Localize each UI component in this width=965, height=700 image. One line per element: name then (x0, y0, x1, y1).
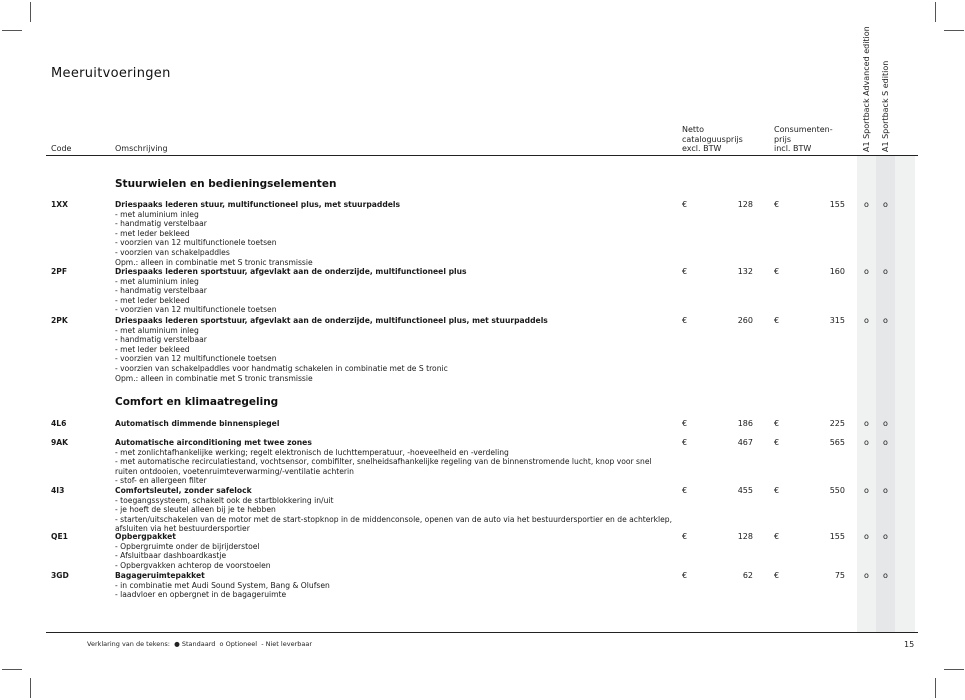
crop-mark (2, 669, 22, 670)
legend-not-available: - Niet leverbaar (261, 640, 312, 648)
model-1-availability: o (864, 267, 869, 276)
extra-column-band (895, 156, 915, 632)
crop-mark (935, 678, 936, 698)
consumer-price: 160 (829, 267, 845, 276)
net-price-currency: € (682, 419, 688, 428)
net-price: 186 (737, 419, 753, 428)
option-detail-line: - voorzien van schakelpaddles (115, 247, 230, 257)
option-code: 3GD (51, 571, 69, 580)
net-price: 128 (737, 532, 753, 541)
option-detail-line: - voorzien van 12 multifunctionele toetsen (115, 305, 277, 315)
option-detail-line: - handmatig verstelbaar (115, 286, 207, 296)
option-code: 4I3 (51, 486, 65, 495)
model-2-availability: o (883, 267, 888, 276)
section-title: Stuurwielen en bedieningselementen (115, 178, 337, 190)
page-title: Meeruitvoeringen (51, 66, 171, 81)
option-detail-line: - met automatische recirculatiestand, vochtsensor, combifilter, snelheidsafhankelijke regeling van de binnenstromende lucht, knop voor snel ruiten ontdooien, voetenruimteverwarming/-ventilatie achterin (115, 457, 652, 476)
option-description (115, 419, 675, 429)
option-detail-line: - Opbergruimte onder de bijrijderstoel (115, 541, 260, 551)
model-1-availability: o (864, 532, 869, 541)
option-code: 4L6 (51, 419, 67, 428)
option-code: 2PF (51, 267, 68, 276)
net-price-currency: € (682, 571, 688, 580)
header-model-1: A1 Sportback Advanced edition (862, 26, 871, 152)
model-2-availability: o (883, 486, 888, 495)
page-number: 15 (904, 640, 915, 649)
option-code: 2PK (51, 316, 68, 325)
net-price: 260 (737, 316, 753, 325)
option-name: Driespaaks lederen sportstuur, afgevlakt aan de onderzijde, multifunctioneel plus (115, 267, 467, 276)
option-description (115, 532, 675, 570)
header-model-2: A1 Sportback S edition (881, 60, 890, 152)
net-price-currency: € (682, 438, 688, 447)
option-description (115, 316, 675, 383)
option-detail-line: - Opbergvakken achterop de voorstoelen (115, 560, 271, 570)
option-detail-line: - met aluminium inleg (115, 209, 199, 219)
header-description: Omschrijving (115, 144, 168, 153)
model-2-column-band (876, 156, 895, 632)
net-price-currency: € (682, 267, 688, 276)
consumer-price-currency: € (774, 571, 780, 580)
header-net-price-line: cataloguusprijs (682, 134, 743, 144)
option-detail-line: - met leder bekleed (115, 344, 190, 354)
header-consumer-price-line: incl. BTW (774, 144, 812, 153)
legend-optional: o Optioneel (219, 640, 258, 648)
header-consumer-price-line: Consumenten- (774, 125, 833, 134)
option-name: Driespaaks lederen stuur, multifunctioneel plus, met stuurpaddels (115, 200, 401, 209)
option-detail-line: Opm.: alleen in combinatie met S tronic transmissie (115, 373, 313, 383)
header-rule (46, 155, 918, 156)
net-price: 128 (737, 200, 753, 209)
option-detail-line: - met leder bekleed (115, 295, 190, 305)
consumer-price-currency: € (774, 316, 780, 325)
consumer-price-currency: € (774, 532, 780, 541)
option-detail-line: - starten/uitschakelen van de motor met de start-stopknop in de middenconsole, openen van de auto via het bestuurdersportier en de achterklep, afsluiten via het bestuurdersportier (115, 514, 672, 534)
consumer-price-currency: € (774, 486, 780, 495)
option-description (115, 267, 675, 315)
option-detail-line: - laadvloer en opbergnet in de bagageruimte (115, 590, 287, 600)
model-1-availability: o (864, 438, 869, 447)
option-description (115, 486, 675, 534)
option-detail-line: - met leder bekleed (115, 228, 190, 238)
option-code: 1XX (51, 200, 68, 209)
model-2-availability: o (883, 200, 888, 209)
option-detail-line: - toegangssysteem, schakelt ook de startblokkering in/uit (115, 495, 334, 505)
crop-mark (944, 30, 964, 31)
crop-mark (2, 30, 22, 31)
option-detail-line: - voorzien van 12 multifunctionele toetsen (115, 354, 277, 364)
consumer-price-currency: € (774, 200, 780, 209)
net-price: 467 (737, 438, 753, 447)
legend-label: Verklaring van de tekens: (87, 640, 170, 648)
net-price-currency: € (682, 200, 688, 209)
consumer-price-currency: € (774, 419, 780, 428)
header-net-price-line: Netto (682, 125, 705, 134)
footer-rule (46, 632, 918, 633)
option-detail-line: - voorzien van schakelpaddles voor handmatig schakelen in combinatie met de S tronic (115, 363, 448, 373)
net-price: 132 (737, 267, 753, 276)
option-detail-line: Opm.: alleen in combinatie met S tronic transmissie (115, 257, 313, 267)
consumer-price: 155 (829, 532, 845, 541)
crop-mark (935, 2, 936, 22)
model-2-availability: o (883, 532, 888, 541)
section-title: Comfort en klimaatregeling (115, 396, 279, 408)
consumer-price: 155 (829, 200, 845, 209)
option-detail-line: - in combinatie met Audi Sound System, Bang & Olufsen (115, 580, 330, 590)
model-1-availability: o (864, 486, 869, 495)
option-description (115, 200, 675, 267)
model-1-availability: o (864, 200, 869, 209)
model-2-availability: o (883, 419, 888, 428)
header-consumer-price-line: prijs (774, 134, 791, 144)
net-price: 62 (742, 571, 753, 580)
net-price-currency: € (682, 486, 688, 495)
option-detail-line: - stof- en allergeen filter (115, 476, 207, 486)
option-name: Opbergpakket (115, 532, 176, 541)
option-name: Comfortsleutel, zonder safelock (115, 486, 252, 495)
consumer-price: 225 (829, 419, 845, 428)
model-2-availability: o (883, 438, 888, 447)
consumer-price: 565 (829, 438, 845, 447)
model-1-availability: o (864, 419, 869, 428)
legend-standard: ● Standaard (174, 640, 216, 648)
consumer-price-currency: € (774, 438, 780, 447)
net-price: 455 (737, 486, 753, 495)
model-2-availability: o (883, 571, 888, 580)
model-1-availability: o (864, 571, 869, 580)
option-name: Automatische airconditioning met twee zones (115, 438, 312, 447)
option-detail-line: - met aluminium inleg (115, 325, 199, 335)
model-2-availability: o (883, 316, 888, 325)
header-code: Code (51, 144, 72, 153)
option-detail-line: - voorzien van 12 multifunctionele toetsen (115, 238, 277, 248)
model-1-availability: o (864, 316, 869, 325)
option-detail-line: - Afsluitbaar dashboardkastje (115, 551, 227, 561)
option-detail-line: - met aluminium inleg (115, 276, 199, 286)
net-price-currency: € (682, 316, 688, 325)
header-net-price-line: excl. BTW (682, 144, 722, 153)
legend (87, 640, 312, 648)
consumer-price-currency: € (774, 267, 780, 276)
option-name: Bagageruimtepakket (115, 571, 205, 580)
consumer-price: 550 (829, 486, 845, 495)
header-net-price (682, 125, 743, 154)
model-1-column-band (857, 156, 876, 632)
crop-mark (30, 2, 31, 22)
consumer-price: 315 (829, 316, 845, 325)
option-description (115, 438, 675, 486)
option-name: Automatisch dimmende binnenspiegel (115, 419, 280, 428)
option-description (115, 571, 675, 600)
option-detail-line: - met zonlichtafhankelijke werking; regelt elektronisch de luchttemperatuur, -hoeveelheid en -verdeling (115, 447, 509, 457)
option-code: QE1 (51, 532, 68, 541)
option-name: Driespaaks lederen sportstuur, afgevlakt aan de onderzijde, multifunctioneel plus, met stuurpaddels (115, 316, 548, 325)
option-detail-line: - handmatig verstelbaar (115, 335, 207, 345)
net-price-currency: € (682, 532, 688, 541)
option-detail-line: - je hoeft de sleutel alleen bij je te hebben (115, 505, 276, 515)
header-consumer-price (774, 125, 833, 154)
crop-mark (944, 669, 964, 670)
option-detail-line: - handmatig verstelbaar (115, 219, 207, 229)
consumer-price: 75 (834, 571, 845, 580)
crop-mark (30, 678, 31, 698)
option-code: 9AK (51, 438, 69, 447)
